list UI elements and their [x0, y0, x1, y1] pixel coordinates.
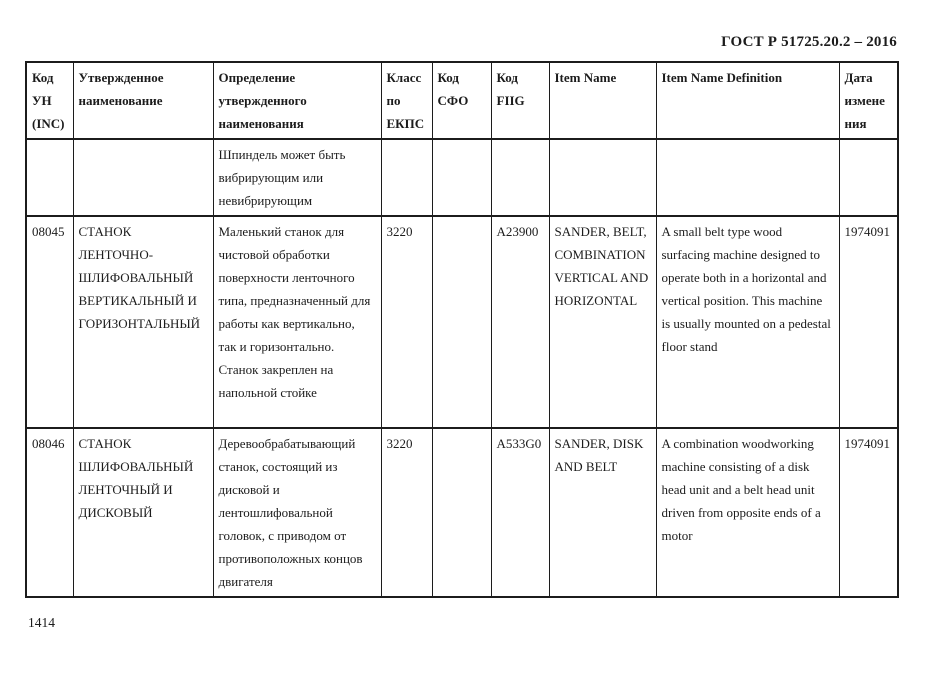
table-header-row [26, 62, 898, 139]
cell-approved-name-definition: Деревообрабатывающий станок, состоящий из дисковой и лентошлифовальной головок, с приводом от противоположных концов двигателя [213, 428, 381, 597]
cell-change-date [839, 139, 898, 216]
cell-change-date: 1974091 [839, 216, 898, 428]
col-header-approved-name: Утвержденное наименование [73, 62, 213, 139]
cell-approved-name: СТАНОК ШЛИФОВАЛЬНЫЙ ЛЕНТОЧНЫЙ И ДИСКОВЫЙ [73, 428, 213, 597]
cell-approved-name-definition: Шпиндель может быть вибрирующим или невибрирующим [213, 139, 381, 216]
document-page [0, 34, 935, 631]
cell-approved-name: СТАНОК ЛЕНТОЧНО-ШЛИФОВАЛЬНЫЙ ВЕРТИКАЛЬНЫЙ И ГОРИЗОНТАЛЬНЫЙ [73, 216, 213, 428]
cell-item-name [549, 139, 656, 216]
cell-item-name-definition: A combination woodworking machine consisting of a disk head unit and a belt head unit driven from opposite ends of a motor [656, 428, 839, 597]
cell-ekps-class: 3220 [381, 216, 432, 428]
cell-inc-code: 08046 [26, 428, 73, 597]
col-header-fiig-code: Код FIIG [491, 62, 549, 139]
classification-table [25, 61, 899, 598]
cell-fiig-code: A533G0 [491, 428, 549, 597]
col-header-item-name: Item Name [549, 62, 656, 139]
cell-fiig-code [491, 139, 549, 216]
cell-sfo-code [432, 139, 491, 216]
table-row [26, 139, 898, 216]
col-header-ekps-class: Класс по ЕКПС [381, 62, 432, 139]
cell-approved-name [73, 139, 213, 216]
cell-change-date: 1974091 [839, 428, 898, 597]
standard-number-header: ГОСТ Р 51725.20.2 – 2016 [721, 34, 897, 50]
col-header-sfo-code: Код СФО [432, 62, 491, 139]
cell-item-name-definition [656, 139, 839, 216]
cell-item-name: SANDER, DISK AND BELT [549, 428, 656, 597]
cell-sfo-code [432, 428, 491, 597]
cell-sfo-code [432, 216, 491, 428]
table-row [26, 216, 898, 428]
col-header-item-name-definition: Item Name Definition [656, 62, 839, 139]
cell-item-name: SANDER, BELT, COMBINATION VERTICAL AND HORIZONTAL [549, 216, 656, 428]
cell-fiig-code: A23900 [491, 216, 549, 428]
cell-inc-code [26, 139, 73, 216]
page-number: 1414 [28, 615, 55, 630]
col-header-change-date: Дата изменения [839, 62, 898, 139]
cell-ekps-class [381, 139, 432, 216]
cell-ekps-class: 3220 [381, 428, 432, 597]
table-row [26, 428, 898, 597]
col-header-approved-name-definition: Определение утвержденного наименования [213, 62, 381, 139]
cell-inc-code: 08045 [26, 216, 73, 428]
cell-approved-name-definition: Маленький станок для чистовой обработки поверхности ленточного типа, предназначенный для работы как вертикально, так и горизонтально. Станок закреплен на напольной стойке [213, 216, 381, 428]
cell-item-name-definition: A small belt type wood surfacing machine designed to operate both in a horizontal and vertical position. This machine is usually mounted on a pedestal floor stand [656, 216, 839, 428]
col-header-inc-code: Код УН (INC) [26, 62, 73, 139]
